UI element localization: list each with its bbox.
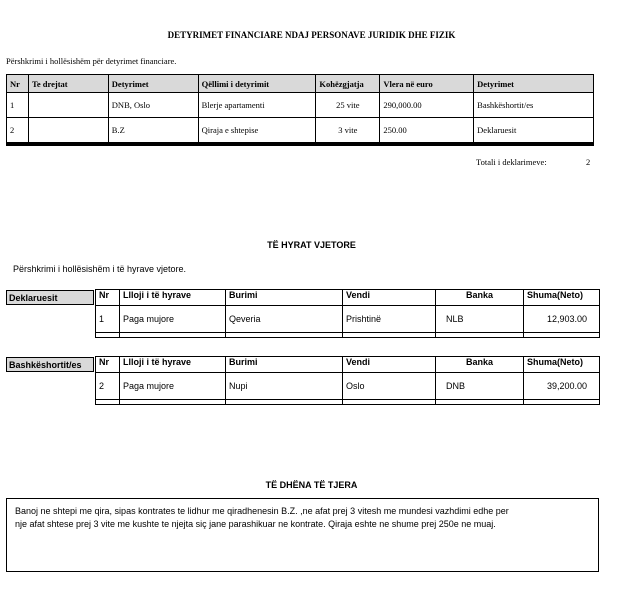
cell-lloji: Paga mujore [120,373,226,400]
header-kohezgjatja: Kohëzgjatja [316,75,380,93]
cell-nr: 1 [96,306,120,333]
income-table-declarant [95,289,600,338]
table-header-row [96,357,600,373]
income-table-spouse [95,356,600,405]
cell-nr: 2 [7,118,29,144]
section-title-other-data: TË DHËNA TË TJERA [265,480,358,490]
cell-qellimi: Qiraja e shtepise [198,118,316,144]
cell-detyrimet-2: Deklaruesit [474,118,594,144]
table-header-row [7,75,594,93]
table-row [96,373,600,400]
financial-obligations-table [6,74,594,146]
header-detyrimet-2: Detyrimet [474,75,594,93]
header-te-drejtat: Te drejtat [28,75,108,93]
header-nr: Nr [96,290,120,306]
section-description-annual-income: Përshkrimi i hollësishëm i të hyrave vjetore. [13,264,187,274]
other-data-line-2: nje afat shtese prej 3 vite me kushte te njejta siç jane parashikuar ne kontrate. Qiraja eshte ne shume prej 250e ne muaj. [15,519,496,529]
header-nr: Nr [96,357,120,373]
header-shuma: Shuma(Neto) [524,357,600,373]
table-row [7,93,594,118]
cell-burimi: Nupi [226,373,343,400]
other-data-line-1: Banoj ne shtepi me qira, sipas kontrates te lidhur me qiradhenesin B.Z. ,ne afat prej 3 vitesh me mundesi vazhdimi edhe per [15,506,509,516]
header-banka: Banka [436,357,524,373]
cell-kohezgjatja: 25 vite [316,93,380,118]
cell-vlera: 290,000.00 [380,93,474,118]
table-bottom-rule [96,333,600,338]
table-row [7,118,594,144]
header-qellimi: Qëllimi i detyrimit [198,75,316,93]
header-nr: Nr [7,75,29,93]
cell-te-drejtat [28,93,108,118]
header-detyrimet: Detyrimet [108,75,198,93]
table-row [96,306,600,333]
header-lloji: Llloji i të hyrave [120,290,226,306]
table-bottom-rule [7,144,594,146]
cell-banka: DNB [436,373,524,400]
cell-vendi: Oslo [343,373,436,400]
cell-te-drejtat [28,118,108,144]
income-owner-label-spouse: Bashkëshortit/es [6,357,94,372]
section-title-annual-income: TË HYRAT VJETORE [267,240,356,250]
cell-banka: NLB [436,306,524,333]
cell-kohezgjatja: 3 vite [316,118,380,144]
cell-vendi: Prishtinë [343,306,436,333]
cell-lloji: Paga mujore [120,306,226,333]
header-lloji: Llloji i të hyrave [120,357,226,373]
cell-shuma: 39,200.00 [524,373,600,400]
cell-nr: 1 [7,93,29,118]
cell-detyrimet: DNB, Oslo [108,93,198,118]
cell-detyrimet-2: Bashkëshortit/es [474,93,594,118]
cell-vlera: 250.00 [380,118,474,144]
header-shuma: Shuma(Neto) [524,290,600,306]
header-vlera: Vlera në euro [380,75,474,93]
cell-detyrimet: B.Z [108,118,198,144]
income-owner-label-declarant: Deklaruesit [6,290,94,305]
cell-qellimi: Blerje apartamenti [198,93,316,118]
cell-shuma: 12,903.00 [524,306,600,333]
section-description-financial-obligations: Përshkrimi i hollësishëm për detyrimet financiare. [6,56,177,66]
other-data-textbox [6,498,599,572]
table-bottom-rule [96,400,600,405]
header-burimi: Burimi [226,357,343,373]
total-declarations-value: 2 [586,157,591,167]
section-title-financial-obligations: DETYRIMET FINANCIARE NDAJ PERSONAVE JURIDIK DHE FIZIK [167,30,456,40]
header-banka: Banka [436,290,524,306]
header-vendi: Vendi [343,357,436,373]
header-burimi: Burimi [226,290,343,306]
cell-nr: 2 [96,373,120,400]
cell-burimi: Qeveria [226,306,343,333]
total-declarations [476,157,591,167]
total-declarations-label: Totali i deklarimeve: [476,157,547,167]
table-header-row [96,290,600,306]
header-vendi: Vendi [343,290,436,306]
